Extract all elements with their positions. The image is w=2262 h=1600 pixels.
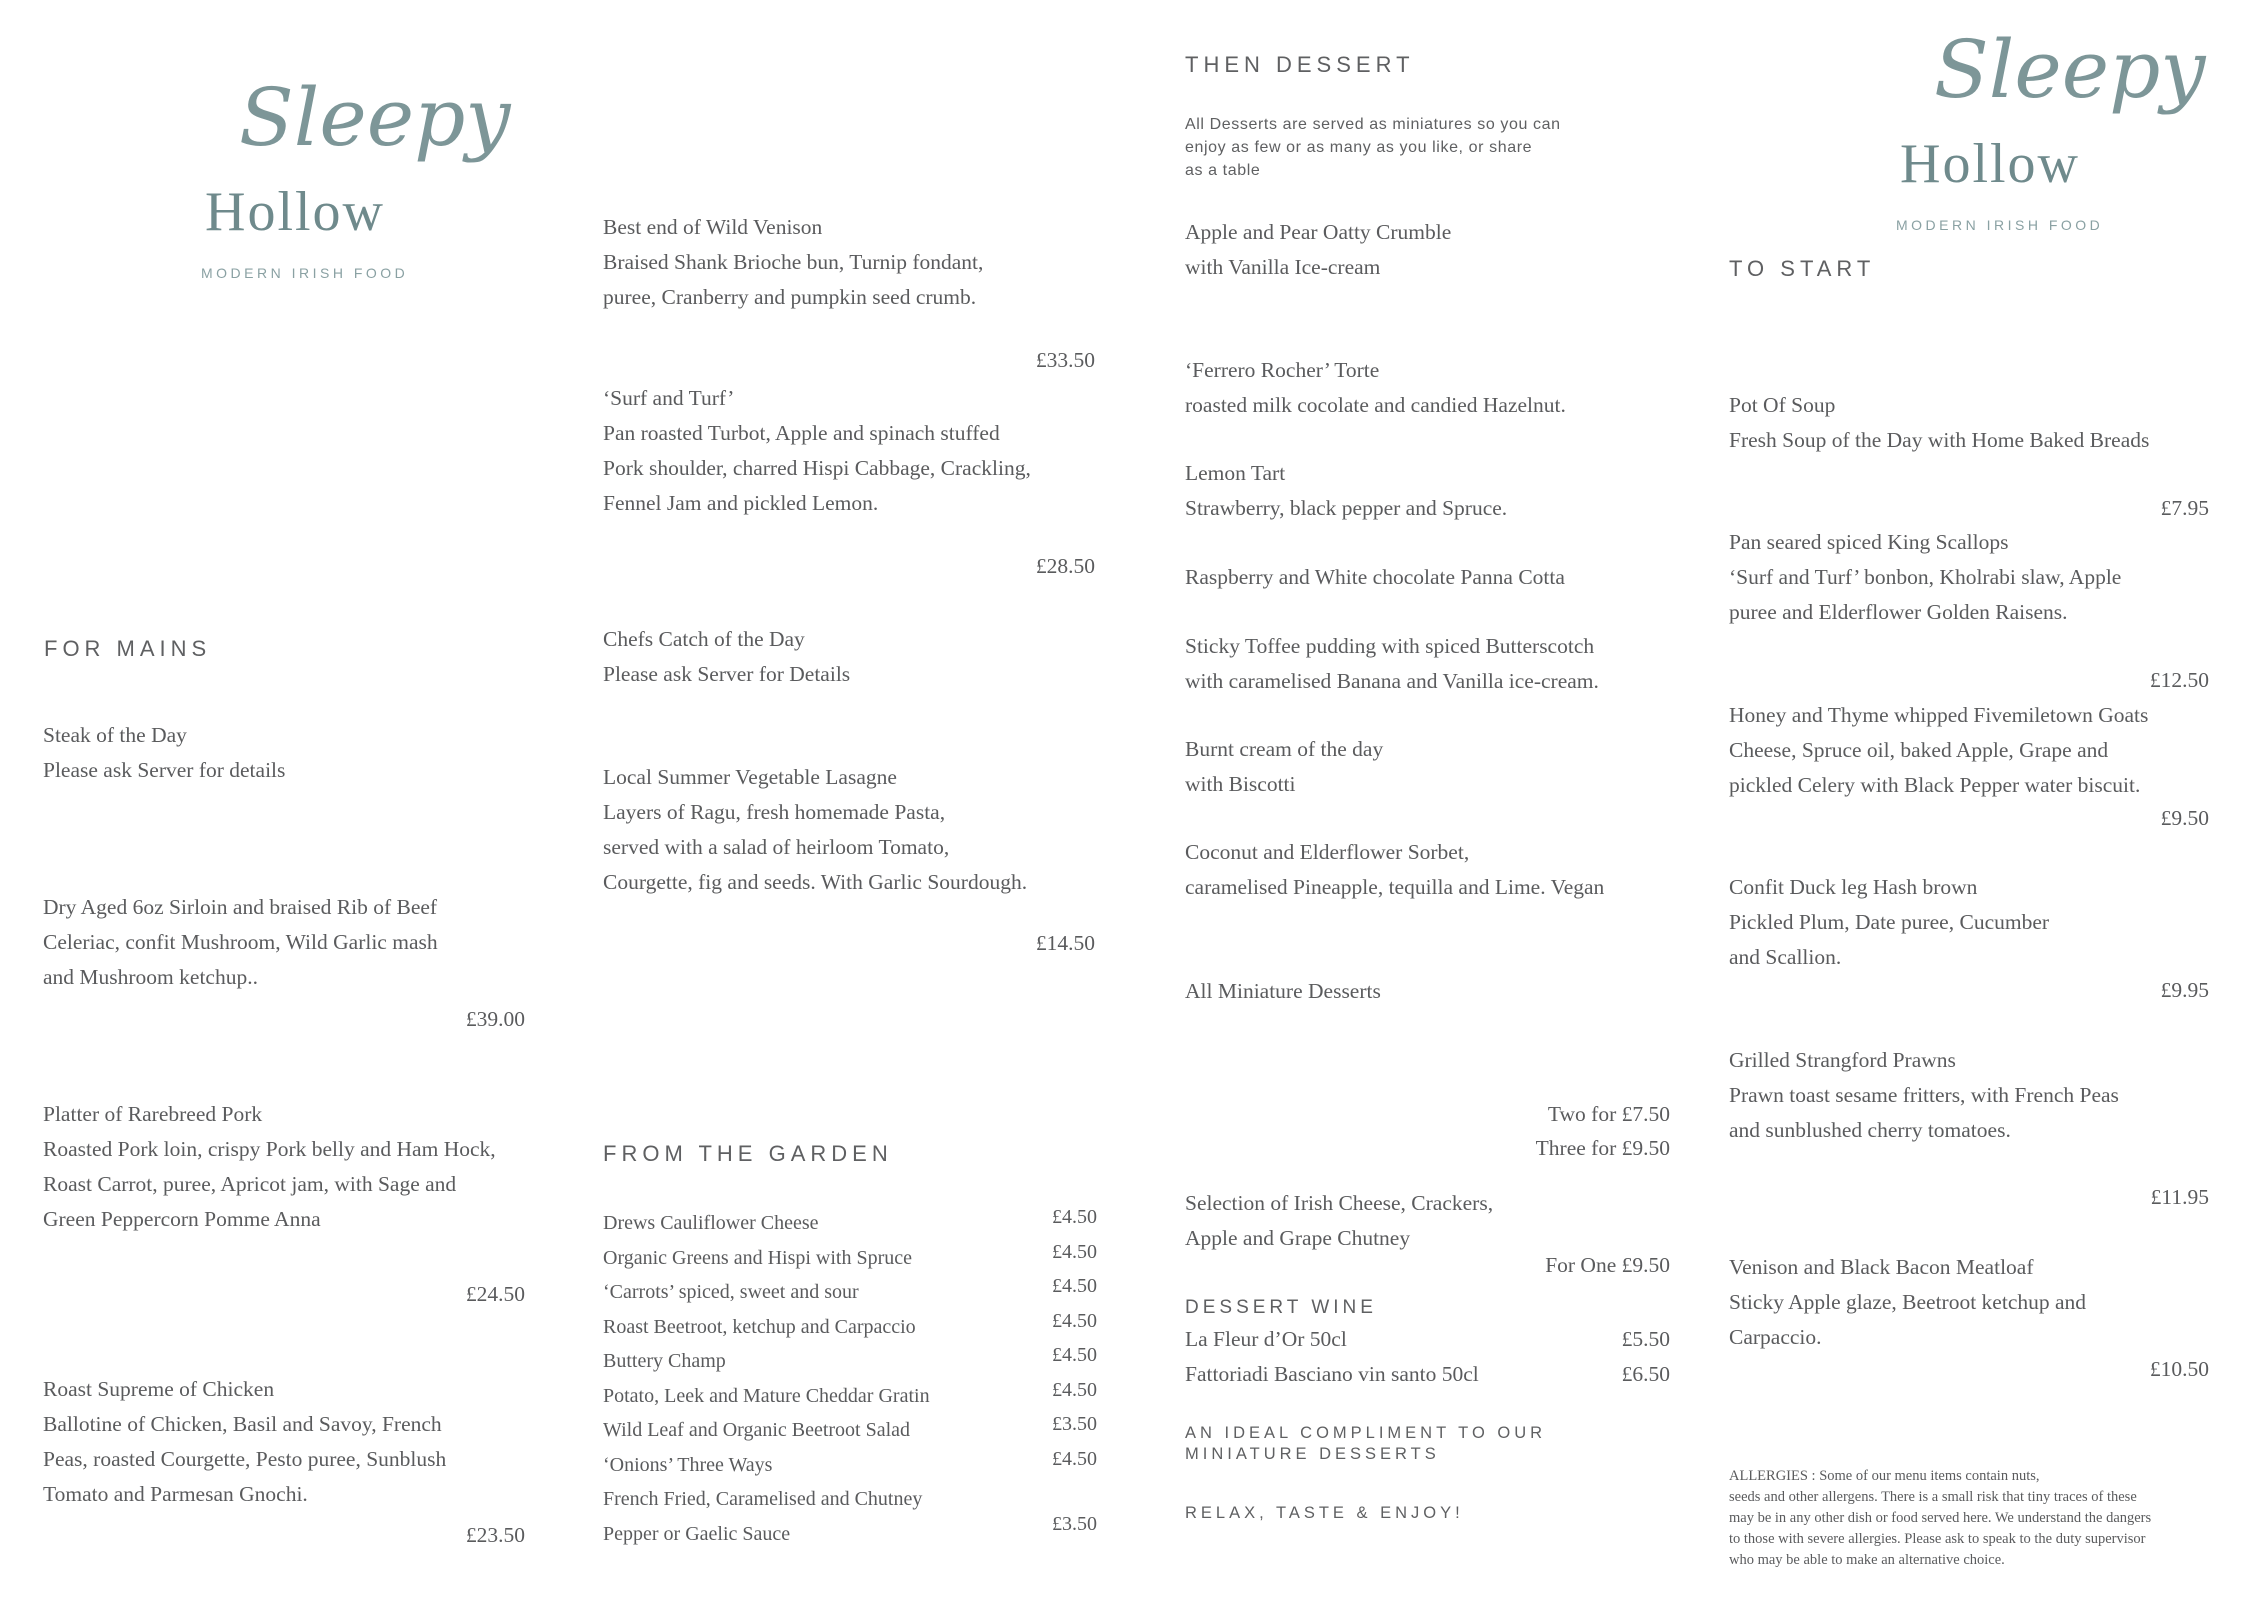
dish-duck	[1729, 870, 2049, 975]
list-item	[603, 1379, 1097, 1414]
dish-line: Courgette, fig and seeds. With Garlic Sourdough.	[603, 870, 1028, 894]
allergy-line: seeds and other allergens. There is a small risk that tiny traces of these	[1729, 1489, 2137, 1505]
dish-line: Dry Aged 6oz Sirloin and braised Rib of Beef	[43, 895, 438, 919]
garden-item-name: Buttery Champ	[603, 1350, 726, 1372]
garden-item-name: Drews Cauliflower Cheese	[603, 1212, 819, 1234]
dish-line: Lemon Tart	[1185, 461, 1286, 485]
dish-line: and Scallion.	[1729, 945, 1842, 969]
dish-chicken	[43, 1372, 446, 1512]
allergy-line: ALLERGIES : Some of our menu items contain nuts,	[1729, 1468, 2040, 1484]
garden-heading: FROM THE GARDEN	[603, 1141, 893, 1166]
garden-item-name: French Fried, Caramelised and Chutney	[603, 1488, 923, 1510]
list-item	[603, 1344, 1097, 1379]
intro-line: as a table	[1185, 162, 1261, 179]
dessert-panna-cotta	[1185, 560, 1565, 595]
dish-line: Sticky Toffee pudding with spiced Butterscotch	[1185, 634, 1595, 658]
dish-steak	[43, 718, 285, 788]
dish-line: Roast Carrot, puree, Apricot jam, with Sage and	[43, 1172, 457, 1196]
dish-line: Strawberry, black pepper and Spruce.	[1185, 496, 1508, 520]
dish-line: with caramelised Banana and Vanilla ice-cream.	[1185, 669, 1599, 693]
dish-line: Pot Of Soup	[1729, 393, 1836, 417]
dish-surf-turf	[603, 381, 1031, 521]
logo-right	[1890, 23, 2206, 240]
dish-line: with Biscotti	[1185, 772, 1296, 796]
logo-word: Hollow	[205, 181, 385, 243]
dish-line: Braised Shank Brioche bun, Turnip fondant,	[603, 250, 984, 274]
wine-price: £6.50	[1621, 1361, 1670, 1386]
dish-line: pickled Celery with Black Pepper water biscuit.	[1729, 773, 2141, 797]
garden-item-price: £4.50	[1052, 1309, 1097, 1332]
dish-line: and sunblushed cherry tomatoes.	[1729, 1118, 2011, 1142]
price-duck: £9.95	[2160, 978, 2209, 1002]
dish-line: and Mushroom ketchup..	[43, 965, 258, 989]
logo-script: Sleepy	[239, 71, 511, 164]
dish-line: Carpaccio.	[1729, 1325, 1822, 1349]
dessert-intro	[1185, 113, 1561, 182]
price-three: Three for £9.50	[1535, 1136, 1670, 1160]
list-item	[603, 1310, 1097, 1345]
dish-line: Fresh Soup of the Day with Home Baked Breads	[1729, 428, 2150, 452]
dish-goats-cheese	[1729, 698, 2148, 803]
dessert-toffee	[1185, 629, 1599, 699]
dish-line: Tomato and Parmesan Gnochi.	[43, 1482, 308, 1506]
relax-tagline: RELAX, TASTE & ENJOY!	[1185, 1504, 1464, 1522]
logo-tagline: MODERN IRISH FOOD	[201, 265, 409, 281]
intro-line: All Desserts are served as miniatures so you can	[1185, 116, 1561, 133]
dish-line: Selection of Irish Cheese, Crackers,	[1185, 1191, 1494, 1215]
dish-line: Please ask Server for details	[43, 758, 286, 782]
dish-line: Peas, roasted Courgette, Pesto puree, Sunblush	[43, 1447, 447, 1471]
price-pork: £24.50	[465, 1282, 525, 1306]
dish-line: with Vanilla Ice-cream	[1185, 255, 1381, 279]
list-item	[603, 1275, 1097, 1310]
garden-item-price: £4.50	[1052, 1378, 1097, 1401]
list-item	[603, 1413, 1097, 1448]
dish-meatloaf	[1729, 1250, 2086, 1355]
price-soup: £7.95	[2160, 496, 2209, 520]
wine-name: La Fleur d’Or 50cl	[1185, 1327, 1347, 1351]
ideal-compliment	[1185, 1423, 1546, 1465]
dessert-burnt-cream	[1185, 732, 1383, 802]
wine-price: £5.50	[1621, 1327, 1670, 1351]
dish-line: puree and Elderflower Golden Raisens.	[1729, 600, 2068, 624]
dish-line: puree, Cranberry and pumpkin seed crumb.	[603, 285, 977, 309]
dish-line: ‘Surf and Turf’ bonbon, Kholrabi slaw, Apple	[1729, 565, 2122, 589]
logo-script: Sleepy	[1934, 23, 2206, 116]
price-prawns: £11.95	[2150, 1185, 2209, 1209]
dish-line: Pan seared spiced King Scallops	[1729, 530, 2009, 554]
price-two: Two for £7.50	[1547, 1102, 1670, 1126]
dessert-heading: THEN DESSERT	[1185, 52, 1415, 77]
garden-item-price: £3.50	[1052, 1512, 1097, 1535]
logo-word: Hollow	[1900, 133, 2080, 195]
garden-item-name: Wild Leaf and Organic Beetroot Salad	[603, 1419, 911, 1441]
dish-prawns	[1729, 1043, 2119, 1148]
allergy-line: who may be able to make an alternative choice.	[1729, 1552, 2005, 1568]
price-sirloin: £39.00	[465, 1007, 525, 1031]
mains-heading: FOR MAINS	[44, 636, 212, 661]
price-goats-cheese: £9.50	[2160, 806, 2209, 830]
list-item	[603, 1206, 1097, 1241]
price-cheese: For One £9.50	[1545, 1253, 1670, 1277]
dish-line: Pickled Plum, Date puree, Cucumber	[1729, 910, 2050, 934]
garden-item-name: ‘Carrots’ spiced, sweet and sour	[603, 1281, 859, 1303]
ideal-line: MINIATURE DESSERTS	[1185, 1445, 1440, 1463]
dish-scallops	[1729, 525, 2121, 630]
dish-line: Pan roasted Turbot, Apple and spinach stuffed	[603, 421, 1000, 445]
logo-left	[195, 71, 511, 288]
price-meatloaf: £10.50	[2149, 1357, 2209, 1381]
dish-line: Sticky Apple glaze, Beetroot ketchup and	[1729, 1290, 2087, 1314]
allergy-line: may be in any other dish or food served here. We understand the dangers	[1729, 1510, 2152, 1526]
garden-list	[603, 1206, 1097, 1551]
garden-item-price: £4.50	[1052, 1344, 1097, 1366]
garden-item-price: £4.50	[1052, 1447, 1097, 1470]
dish-line: Burnt cream of the day	[1185, 737, 1384, 761]
garden-item-price: £4.50	[1052, 1275, 1097, 1297]
price-surf-turf: £28.50	[1035, 554, 1095, 578]
dish-line: Please ask Server for Details	[603, 662, 851, 686]
dish-line: Roasted Pork loin, crispy Pork belly and Ham Hock,	[43, 1137, 496, 1161]
dish-line: Green Peppercorn Pomme Anna	[43, 1207, 321, 1231]
dish-line: Prawn toast sesame fritters, with French Peas	[1729, 1083, 2119, 1107]
dish-line: Cheese, Spruce oil, baked Apple, Grape and	[1729, 738, 2109, 762]
ideal-line: AN IDEAL COMPLIMENT TO OUR	[1185, 1424, 1547, 1442]
list-item	[603, 1512, 1097, 1552]
list-item	[603, 1448, 1097, 1483]
dish-line: caramelised Pineapple, tequilla and Lime. Vegan	[1185, 875, 1605, 899]
dish-line: Venison and Black Bacon Meatloaf	[1729, 1255, 2034, 1279]
dessert-crumble	[1185, 215, 1451, 285]
dish-line: Raspberry and White chocolate Panna Cotta	[1185, 565, 1565, 589]
dish-line: Confit Duck leg Hash brown	[1729, 875, 1978, 899]
dish-sirloin	[43, 890, 438, 995]
dish-line: Pork shoulder, charred Hispi Cabbage, Crackling,	[603, 456, 1031, 480]
list-item	[603, 1241, 1097, 1276]
dish-line: Ballotine of Chicken, Basil and Savoy, French	[43, 1412, 442, 1436]
price-scallops: £12.50	[2149, 668, 2209, 692]
dish-pork	[43, 1097, 496, 1237]
dish-line: Apple and Grape Chutney	[1185, 1226, 1411, 1250]
price-lasagne: £14.50	[1035, 931, 1095, 955]
dessert-sorbet	[1185, 835, 1604, 905]
dish-line: Grilled Strangford Prawns	[1729, 1048, 1956, 1072]
dessert-torte	[1185, 353, 1566, 423]
garden-item-name: ‘Onions’ Three Ways	[603, 1453, 773, 1476]
dish-line: served with a salad of heirloom Tomato,	[603, 835, 950, 859]
dish-line: Honey and Thyme whipped Fivemiletown Goats	[1729, 703, 2149, 727]
dish-line: Local Summer Vegetable Lasagne	[603, 765, 897, 789]
allergy-line: to those with severe allergies. Please ask to speak to the duty supervisor	[1729, 1531, 2146, 1547]
dish-venison	[603, 210, 983, 315]
list-item	[603, 1482, 1097, 1517]
garden-item-price: £3.50	[1052, 1413, 1097, 1435]
dish-line: Apple and Pear Oatty Crumble	[1185, 220, 1452, 244]
dish-line: roasted milk cocolate and candied Hazelnut.	[1185, 393, 1566, 417]
dish-line: Platter of Rarebreed Pork	[43, 1102, 263, 1126]
dish-line: Steak of the Day	[43, 723, 187, 747]
start-heading: TO START	[1729, 256, 1876, 281]
price-chicken: £23.50	[465, 1523, 525, 1547]
dish-catch	[603, 622, 850, 692]
garden-item-name: Organic Greens and Hispi with Spruce	[603, 1246, 913, 1269]
dish-line: Celeriac, confit Mushroom, Wild Garlic mash	[43, 930, 438, 954]
garden-item-name: Roast Beetroot, ketchup and Carpaccio	[603, 1315, 916, 1338]
dish-line: Best end of Wild Venison	[603, 215, 823, 239]
garden-item-name: Pepper or Gaelic Sauce	[603, 1522, 791, 1545]
dish-line: ‘Surf and Turf’	[603, 386, 735, 410]
garden-item-price: £4.50	[1052, 1206, 1097, 1228]
wine-name: Fattoriadi Basciano vin santo 50cl	[1185, 1361, 1479, 1386]
dessert-cheese	[1185, 1186, 1493, 1256]
logo-tagline: MODERN IRISH FOOD	[1896, 217, 2104, 233]
dish-line: Chefs Catch of the Day	[603, 627, 805, 651]
dish-line: ‘Ferrero Rocher’ Torte	[1185, 358, 1380, 382]
list-item	[1185, 1357, 1670, 1392]
dish-line: Fennel Jam and pickled Lemon.	[603, 491, 879, 515]
dessert-wine-heading: DESSERT WINE	[1185, 1297, 1377, 1318]
allergy-notice	[1729, 1466, 2151, 1571]
garden-item-price: £4.50	[1052, 1240, 1097, 1263]
dish-lasagne	[603, 760, 1027, 900]
intro-line: enjoy as few or as many as you like, or share	[1185, 139, 1533, 156]
dish-soup	[1729, 388, 2149, 458]
dish-line: Roast Supreme of Chicken	[43, 1377, 275, 1401]
wine-list	[1185, 1322, 1670, 1391]
dish-line: Coconut and Elderflower Sorbet,	[1185, 840, 1470, 864]
price-venison: £33.50	[1035, 348, 1095, 372]
dessert-lemon-tart	[1185, 456, 1507, 526]
dish-line: Layers of Ragu, fresh homemade Pasta,	[603, 800, 946, 824]
dessert-all-miniatures: All Miniature Desserts	[1185, 979, 1381, 1003]
list-item	[1185, 1322, 1670, 1357]
garden-item-name: Potato, Leek and Mature Cheddar Gratin	[603, 1384, 930, 1407]
